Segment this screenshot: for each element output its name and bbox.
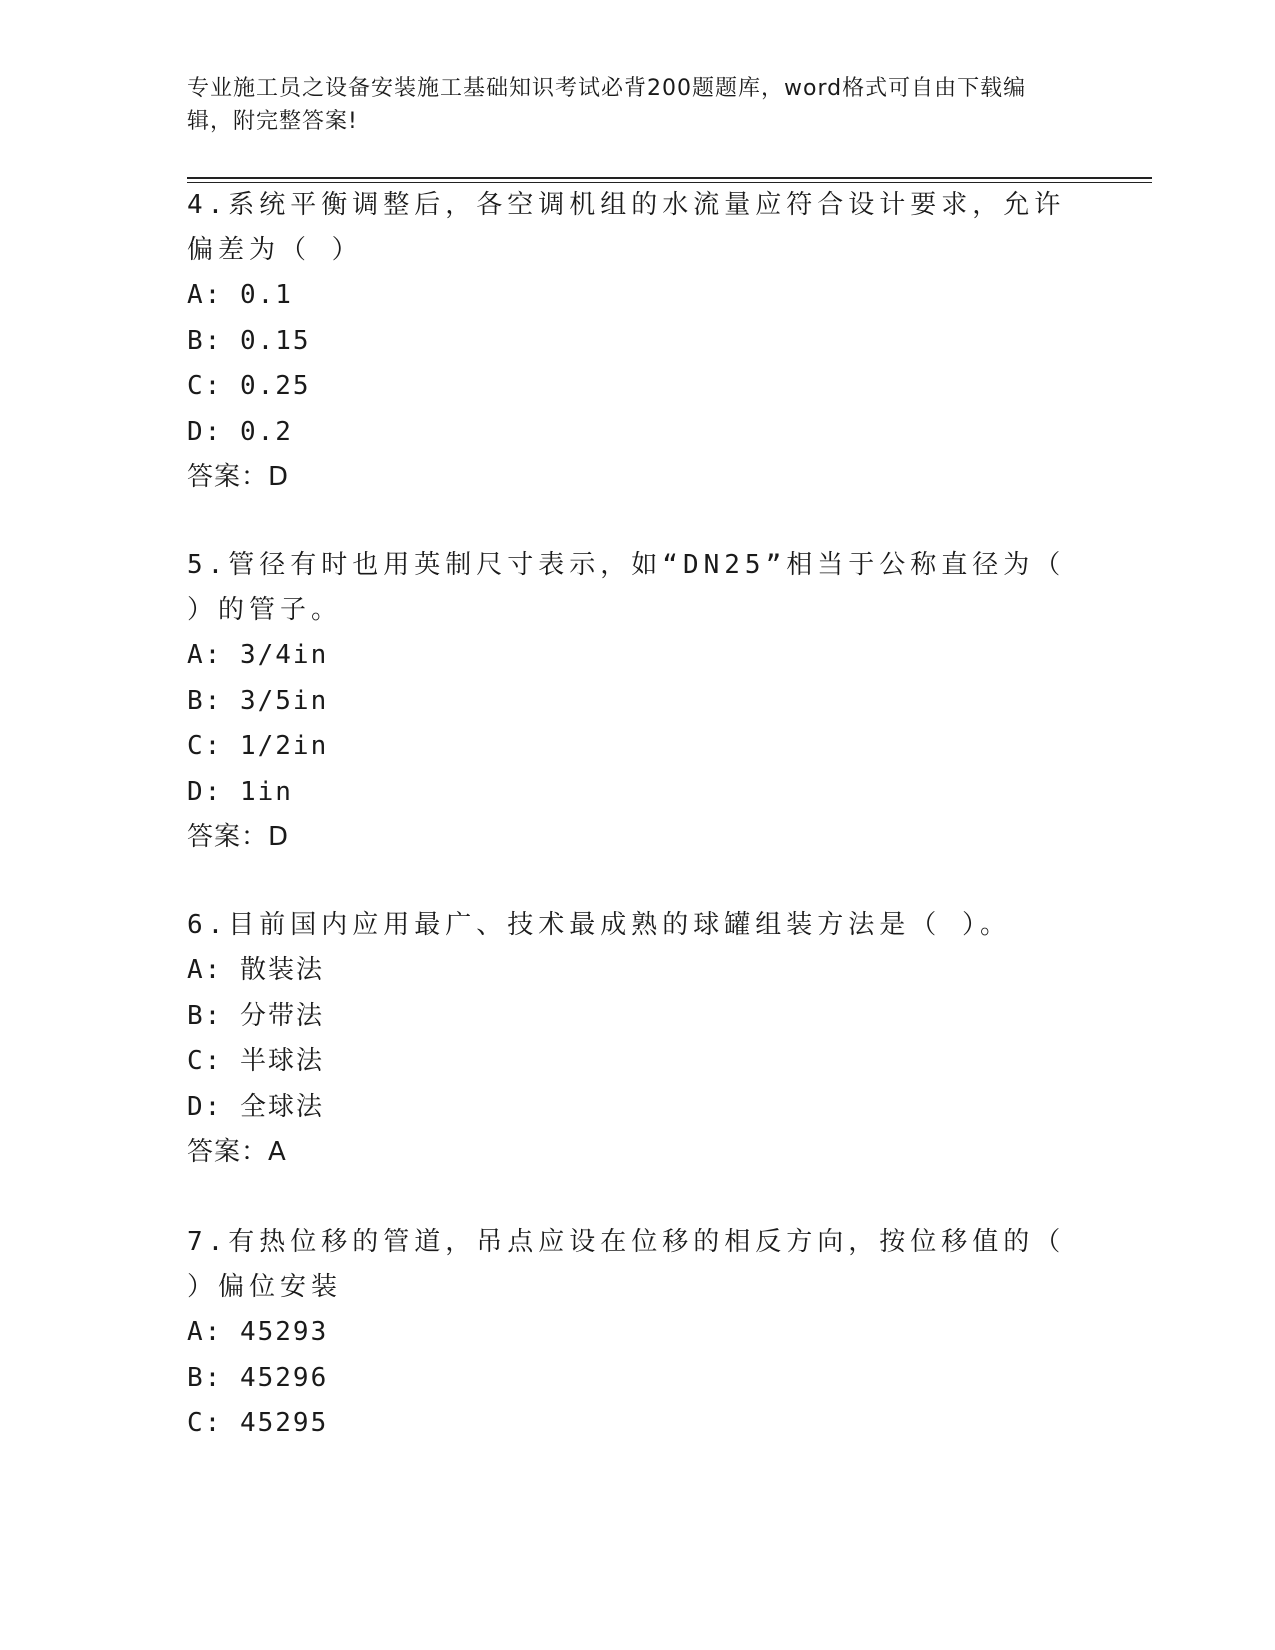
option-d: D: 1in (187, 776, 293, 807)
document-header: 专业施工员之设备安装施工基础知识考试必背200题题库，word格式可自由下载编辑，附完整答案! (187, 76, 1027, 134)
question-stem: 7.有热位移的管道，吊点应设在位移的相反方向，按位移值的（ ）偏位安装 (187, 1227, 1066, 1302)
option-a: A: 3/4in (187, 640, 329, 670)
question-stem: 4.系统平衡调整后，各空调机组的水流量应符合设计要求，允许偏差为（ ） (187, 190, 1066, 265)
question-6 (187, 903, 1087, 1175)
answer: 答案：D (187, 822, 290, 852)
option-a: A: 散装法 (187, 955, 324, 985)
option-a: A: 0.1 (187, 280, 293, 310)
option-b: B: 0.15 (187, 325, 311, 356)
option-d: D: 全球法 (187, 1091, 324, 1122)
option-b: B: 分带法 (187, 1000, 324, 1031)
option-c: C: 半球法 (187, 1046, 324, 1076)
answer: 答案：D (187, 462, 290, 492)
option-a: A: 45293 (187, 1317, 329, 1347)
question-stem: 5.管径有时也用英制尺寸表示，如“DN25”相当于公称直径为（ ）的管子。 (187, 550, 1066, 625)
option-c: C: 1/2in (187, 731, 329, 761)
option-b: B: 3/5in (187, 685, 329, 716)
option-c: C: 45295 (187, 1408, 329, 1438)
option-b: B: 45296 (187, 1362, 329, 1393)
header-rule-thick (187, 177, 1152, 179)
question-stem: 6.目前国内应用最广、技术最成熟的球罐组装方法是（ ）。 (187, 910, 1011, 940)
question-7 (187, 1220, 1087, 1447)
option-c: C: 0.25 (187, 371, 311, 401)
option-d: D: 0.2 (187, 416, 293, 447)
question-5 (187, 543, 1087, 860)
question-4 (187, 183, 1087, 500)
answer: 答案：A (187, 1137, 287, 1167)
